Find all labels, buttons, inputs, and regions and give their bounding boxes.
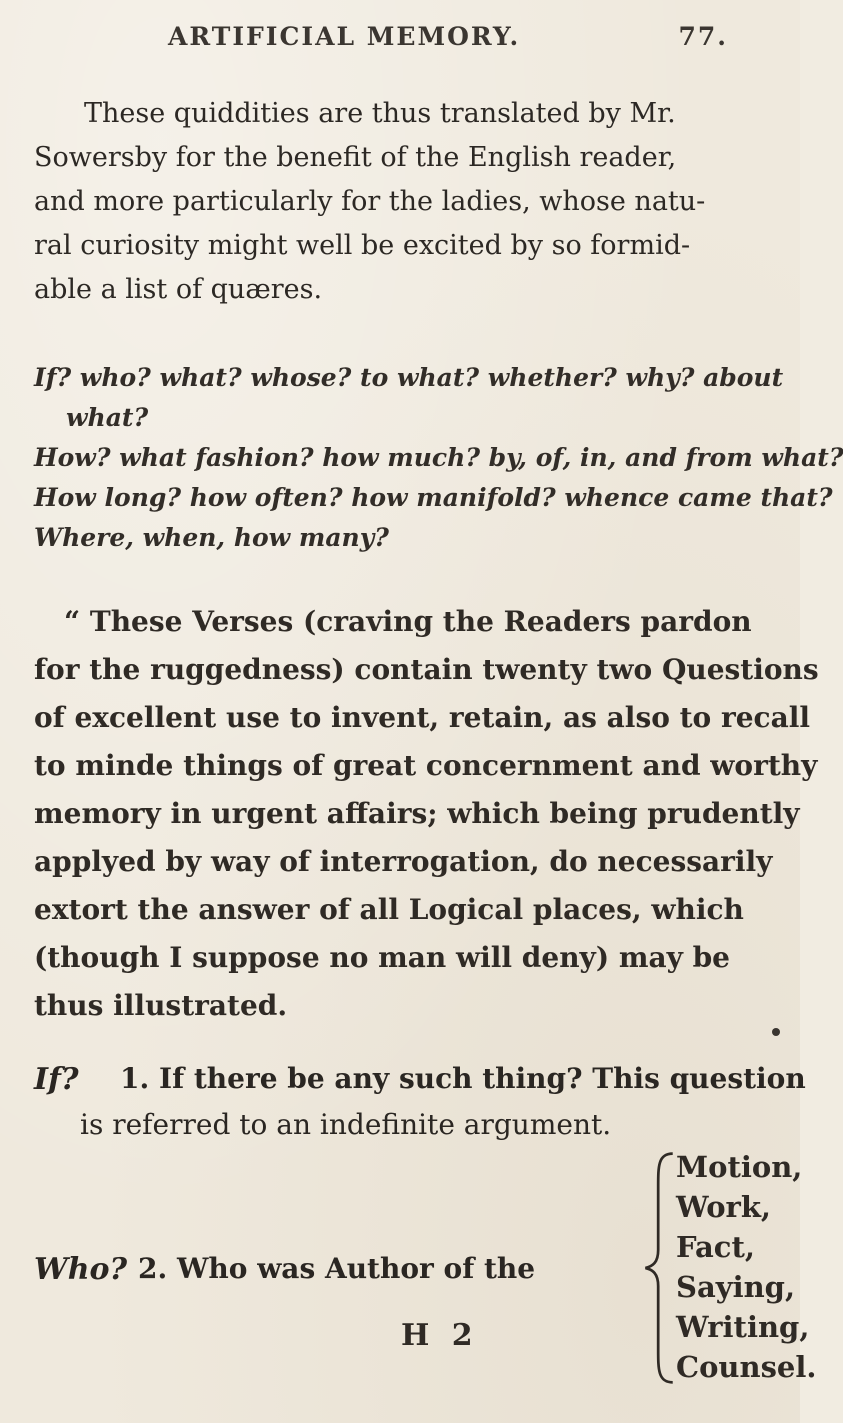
query-line: Where, when, how many?: [34, 523, 389, 552]
quote-line: of excellent use to invent, retain, as also to recall: [34, 701, 811, 734]
brace-option: Motion,: [676, 1150, 803, 1184]
quote-line: (though I suppose no man will deny) may be: [34, 941, 730, 974]
question-1-label: If?: [34, 1062, 79, 1097]
running-head: [168, 22, 728, 62]
question-1-text-cont: is referred to an indefinite argument.: [80, 1108, 612, 1141]
quote-line: to minde things of great concernment and worthy: [34, 749, 818, 782]
quote-line: for the ruggedness) contain twenty two Questions: [34, 653, 819, 686]
quote-line: “ These Verses (craving the Readers pardon: [64, 605, 752, 638]
question-2-text: 2. Who was Author of the: [138, 1252, 536, 1285]
question-1-text: 1. If there be any such thing? This question: [120, 1062, 806, 1095]
brace-option: Fact,: [676, 1230, 755, 1264]
intro-line: These quiddities are thus translated by Mr.: [84, 98, 676, 129]
intro-line: ral curiosity might well be excited by so formid-: [34, 230, 691, 261]
brace-option: Work,: [676, 1190, 772, 1224]
brace-option: Writing,: [676, 1310, 810, 1344]
question-2-label: Who?: [34, 1252, 128, 1287]
quote-line: applyed by way of interrogation, do necessarily: [34, 845, 773, 878]
quote-line: memory in urgent affairs; which being prudently: [34, 797, 800, 830]
curly-brace: [640, 1150, 680, 1386]
query-line: what?: [66, 403, 149, 432]
brace-option: Saying,: [676, 1270, 796, 1304]
query-line: If? who? what? whose? to what? whether? why? about: [34, 363, 784, 392]
query-line: How long? how often? how manifold? whence came that?: [34, 483, 833, 512]
brace-option: Counsel.: [676, 1350, 817, 1384]
quote-line: extort the answer of all Logical places, which: [34, 893, 744, 926]
ink-speck: [772, 1028, 780, 1036]
intro-line: Sowersby for the benefit of the English reader,: [34, 142, 677, 173]
signature-mark: H 2: [401, 1318, 479, 1353]
quote-line: thus illustrated.: [34, 989, 288, 1022]
intro-line: and more particularly for the ladies, whose natu-: [34, 186, 706, 217]
query-line: How? what fashion? how much? by, of, in, and from what?: [34, 443, 843, 472]
intro-line: able a list of quæres.: [34, 274, 323, 305]
page-number: 77.: [678, 22, 728, 51]
running-head-title: ARTIFICIAL MEMORY.: [168, 22, 521, 51]
